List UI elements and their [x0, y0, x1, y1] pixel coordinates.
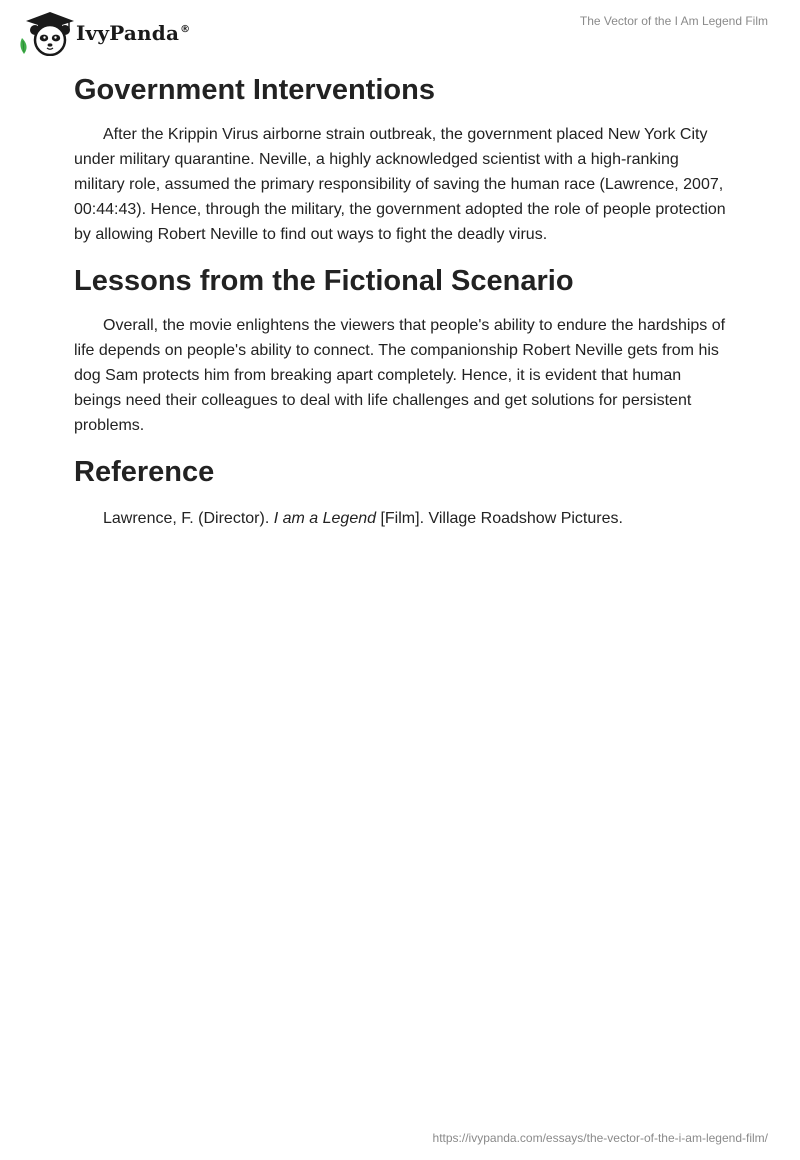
- section-heading-reference: Reference: [74, 456, 215, 488]
- document-title: The Vector of the I Am Legend Film: [579, 14, 768, 28]
- essay-content: [74, 68, 726, 531]
- reference-title: I am a Legend: [273, 510, 377, 527]
- logo-wordmark: IvyPanda®: [76, 21, 191, 45]
- ivypanda-logo[interactable]: [16, 8, 190, 56]
- section-paragraph-lessons: Overall, the movie enlightens the viewers that people's ability to endure the hardships of life depends on people's ability to connect. The companionship Robert Neville gets from his dog Sam protects him from breaking apart completely. Hence, it is evident that human beings need their colleagues to deal with life challenges and get solutions for persistent problems.: [74, 317, 726, 434]
- reference-author: Lawrence, F. (Director).: [103, 510, 274, 527]
- reference-entry: [74, 506, 726, 531]
- page-header: [0, 0, 800, 60]
- panda-graduate-icon: [16, 8, 74, 56]
- section-paragraph-government: After the Krippin Virus airborne strain outbreak, the government placed New York City under military quarantine. Neville, a highly acknowledged scientist with a high-ranking military role, assumed the primary responsibility of saving the human race (Lawrence, 2007, 00:44:43). Hence, through the military, the government adopted the role of people protection by allowing Robert Neville to find out ways to fight the deadly virus.: [74, 126, 726, 243]
- footer-source-url[interactable]: https://ivypanda.com/essays/the-vector-of-the-i-am-legend-film/: [432, 1131, 768, 1145]
- section-heading-lessons: Lessons from the Fictional Scenario: [74, 265, 574, 297]
- section-heading-government: Government Interventions: [74, 74, 435, 106]
- registered-mark: ®: [180, 24, 191, 36]
- reference-details: [Film]. Village Roadshow Pictures.: [376, 510, 623, 527]
